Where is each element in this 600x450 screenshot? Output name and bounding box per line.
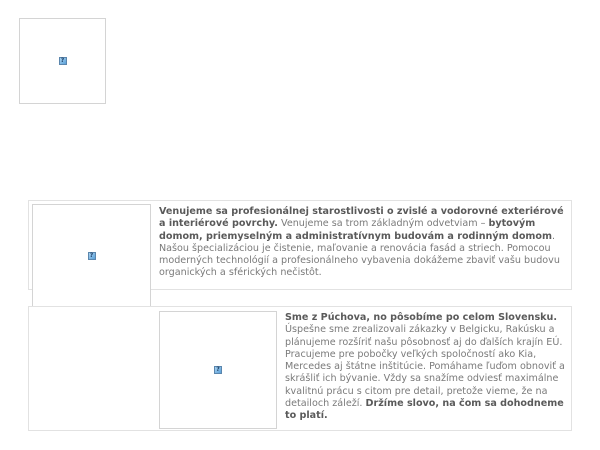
text-emphasis: Držíme slovo, na čom sa dohodneme to platí. <box>285 398 564 422</box>
broken-image-icon <box>214 366 222 374</box>
logo-image[interactable] <box>19 18 106 104</box>
services-text <box>159 206 567 280</box>
about-text <box>285 312 565 423</box>
text-emphasis: bytovým domom, priemyselným a administratívnym budovám a rodinným domom <box>159 218 553 242</box>
broken-image-icon <box>59 57 67 65</box>
text-run: Venujeme sa trom základným odvetviam – <box>277 218 489 230</box>
broken-image-icon <box>88 252 96 260</box>
text-emphasis: Sme z Púchova, no pôsobíme po celom Slovensku. <box>285 312 558 323</box>
services-image <box>32 204 151 307</box>
about-image <box>159 311 277 429</box>
text-run: Úspešne sme zrealizovali zákazky v Belgicku, Rakúsku a plánujeme rozšíriť našu pôsobnosť aj do ďalších krajín EÚ. Pracujeme pre pobočky veľkých spoločností ako Kia, Mercedes aj štátne inštitúcie. Pomáhame ľuďom obnoviť a skrášliť ich bývanie. Vždy sa snažíme odviesť maximálne kvalitnú prácu s citom pre detail, pretože vieme, že na detailoch záleží. <box>285 324 565 410</box>
text-run: . Našou špecializáciou je čistenie, maľovanie a renovácia fasád a striech. Pomocou moderných technológií a profesionálneho vybavenia dokážeme zbaviť vašu budovu organických a sférických nečistôt. <box>159 230 560 279</box>
text-emphasis: Venujeme sa profesionálnej starostlivosti o zvislé a vodorovné exteriérové a interiérové povrchy. <box>159 206 564 230</box>
